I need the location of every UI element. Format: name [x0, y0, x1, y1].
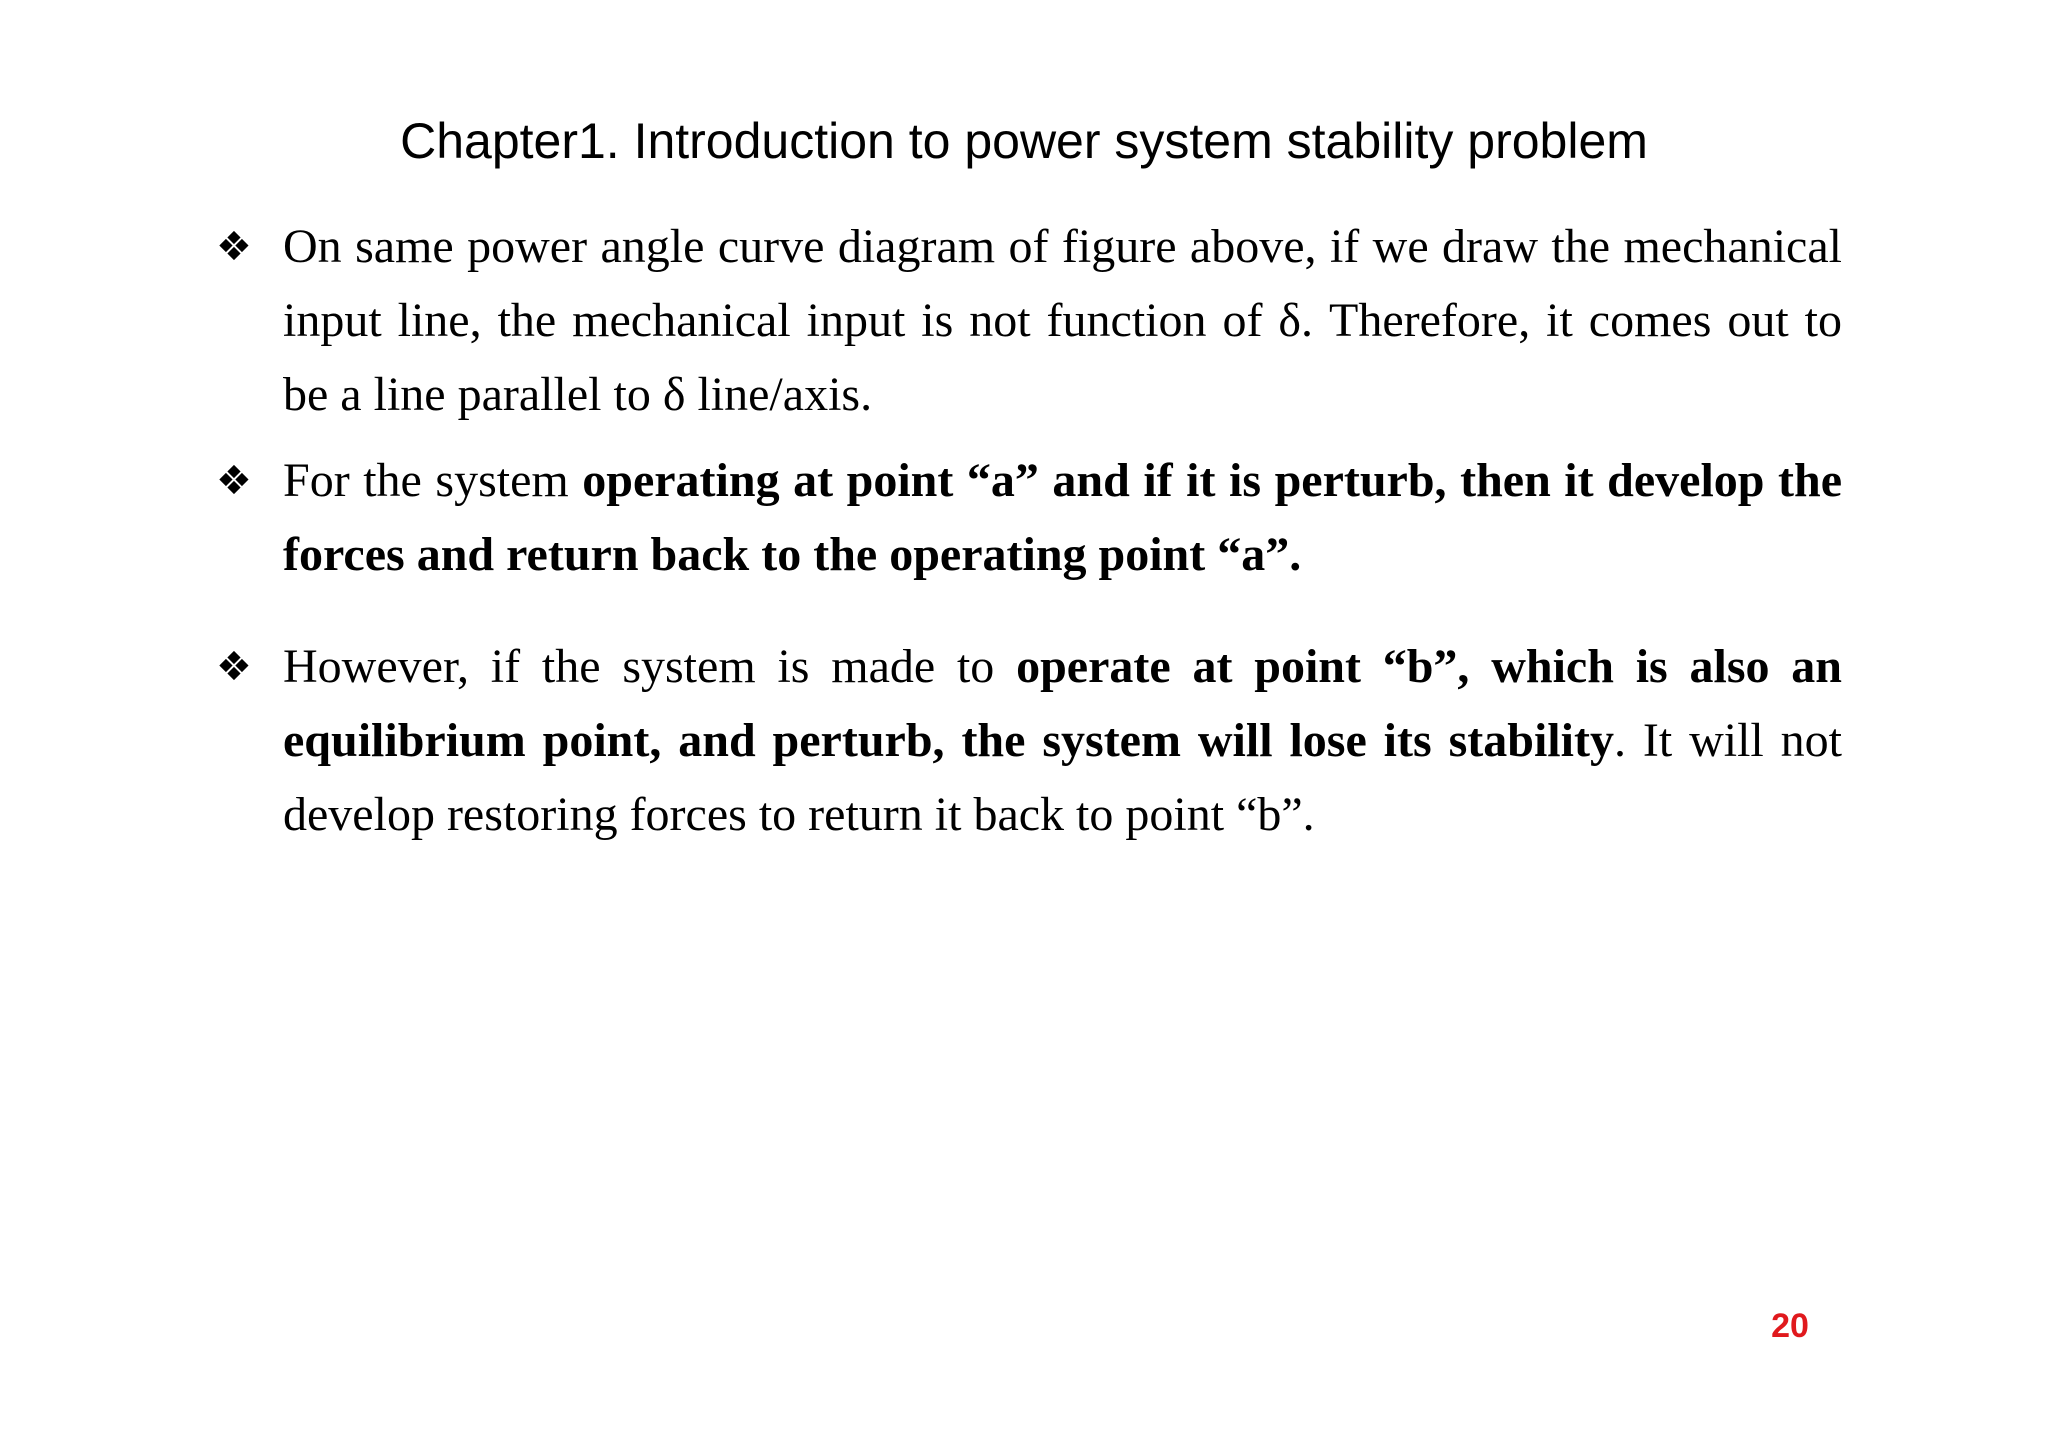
bullet-item-3 — [216, 630, 1842, 860]
bullet-2-segment-1: For the system — [283, 454, 583, 507]
bullet-3-segment-3: . It will not develop restoring forces to return it back to point “b”. — [283, 714, 1843, 841]
bullet-item-2 — [216, 444, 1842, 604]
diamond-bullet-icon: ❖ — [216, 458, 252, 504]
bullet-text-3 — [283, 630, 1842, 852]
page-number: 20 — [1771, 1307, 1809, 1345]
diamond-bullet-icon: ❖ — [216, 224, 252, 270]
bullet-text-1 — [283, 210, 1842, 432]
bullet-3-segment-1: However, if the system is made to — [283, 640, 1017, 693]
diamond-bullet-icon: ❖ — [216, 644, 252, 690]
slide-title: Chapter1. Introduction to power system stability problem — [400, 113, 1648, 169]
bullet-1-segment-1: On same power angle curve diagram of figure above, if we draw the mechanical input line, the mechanical input is not function of δ. Therefore, it comes out to be a line parallel to δ line/axis. — [283, 220, 1842, 421]
bullet-item-1 — [216, 210, 1842, 440]
bullet-text-2 — [283, 444, 1842, 592]
bullet-3-segment-2: operate at point “b”, which is also an equilibrium point, and perturb, the system will lose its stability — [283, 640, 1843, 767]
bullet-2-segment-2: operating at point “a” and if it is perturb, then it develop the forces and return back to the operating point “a”. — [283, 454, 1842, 581]
